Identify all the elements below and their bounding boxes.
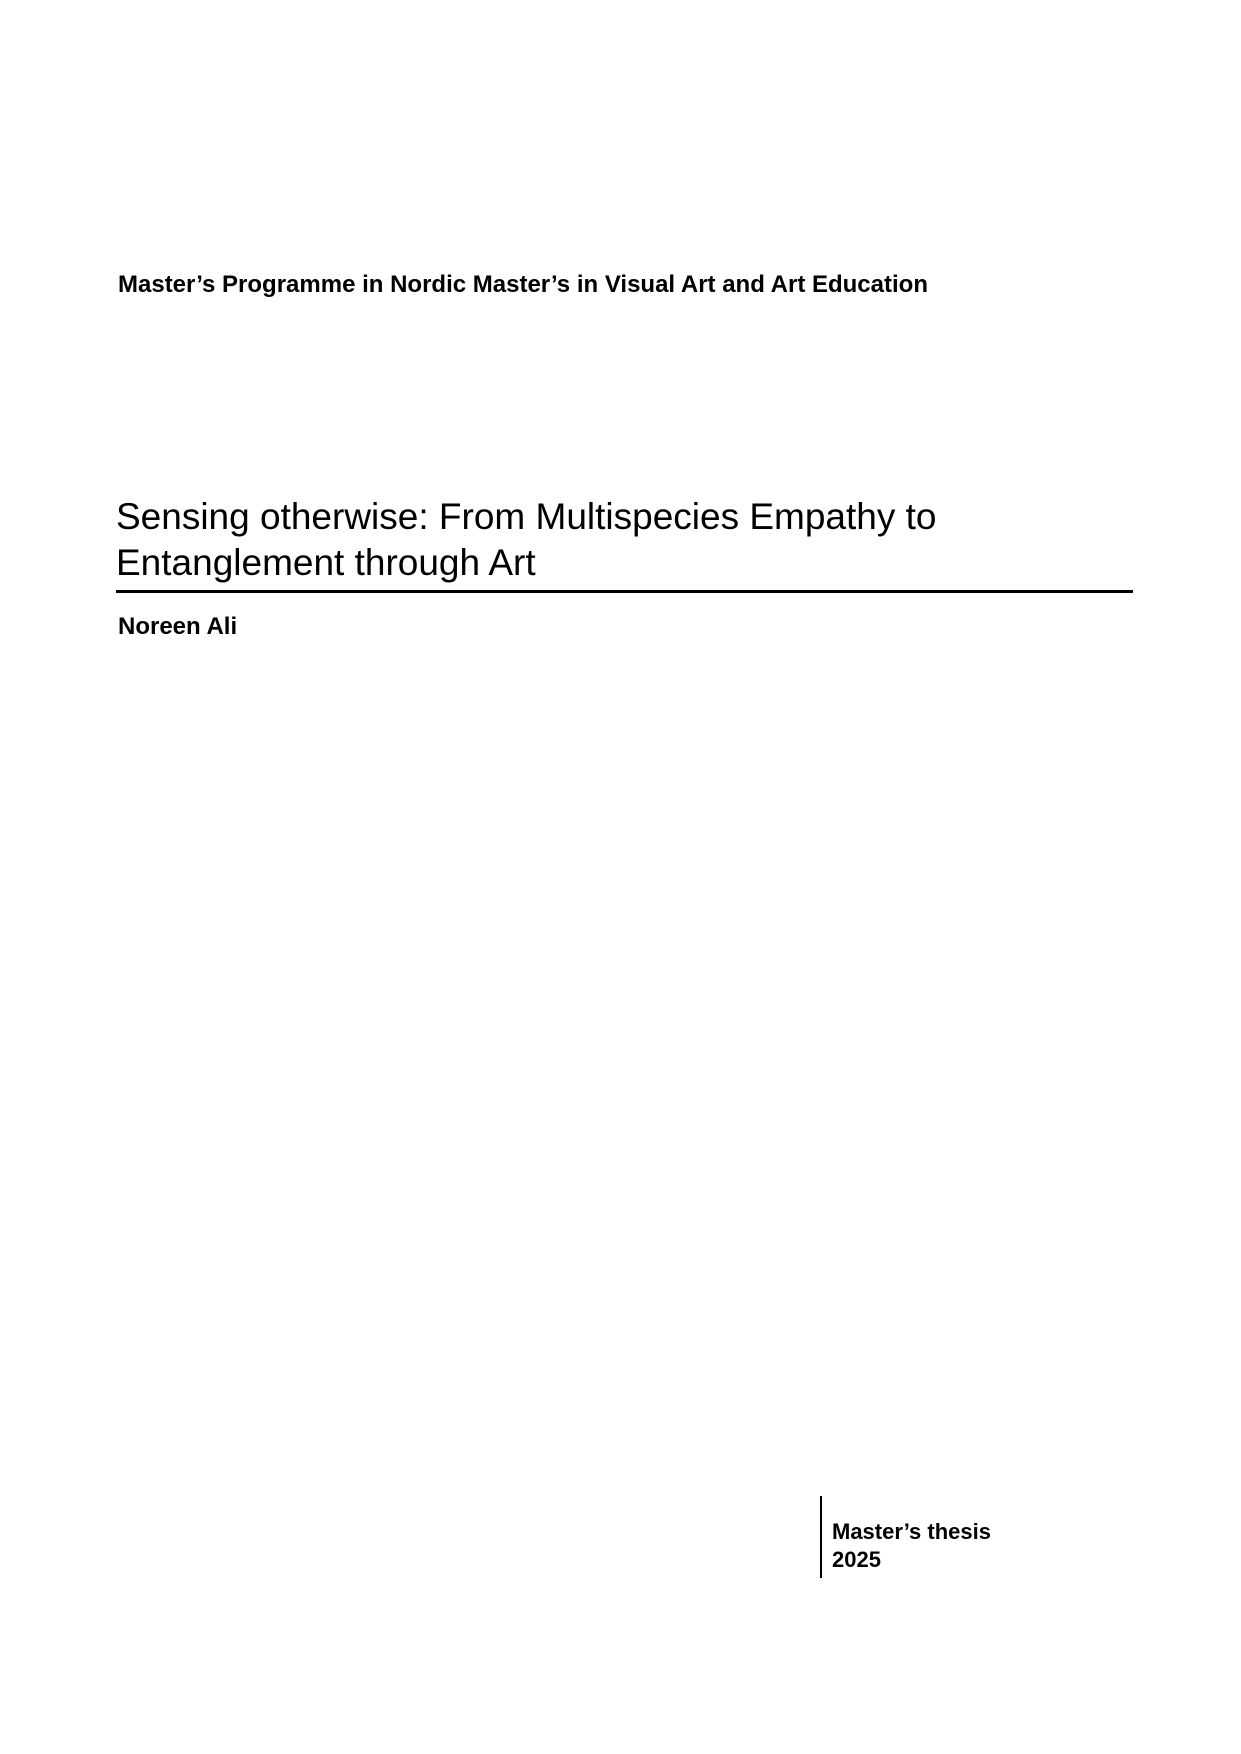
thesis-info-box bbox=[820, 1496, 991, 1578]
thesis-year: 2025 bbox=[832, 1547, 881, 1572]
thesis-title-line-2: Entanglement through Art bbox=[116, 542, 536, 583]
thesis-info-spacer bbox=[832, 1496, 991, 1518]
author-name: Noreen Ali bbox=[118, 613, 238, 640]
title-block bbox=[116, 494, 1133, 593]
thesis-type: Master’s thesis bbox=[832, 1519, 991, 1544]
programme-name: Master’s Programme in Nordic Master’s in Visual Art and Art Education bbox=[118, 271, 928, 298]
thesis-title-line-1: Sensing otherwise: From Multispecies Empathy to bbox=[116, 496, 937, 537]
